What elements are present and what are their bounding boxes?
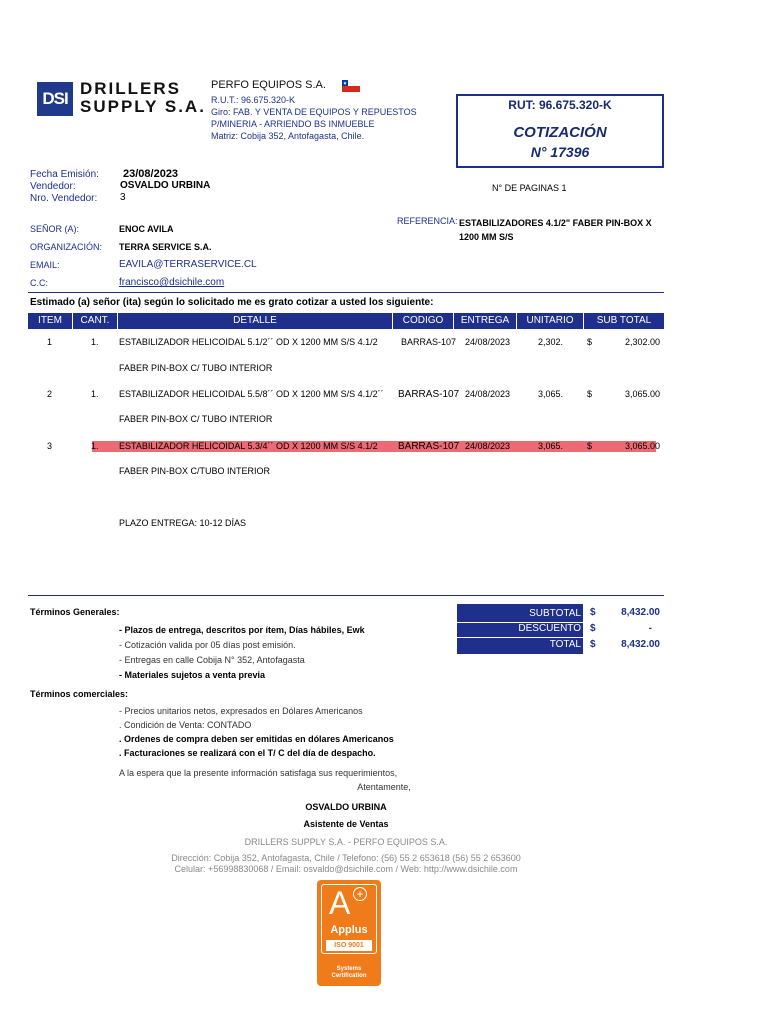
row-item: 3	[47, 441, 53, 451]
total-label: TOTAL	[549, 639, 581, 650]
total-value: 8,432.00	[621, 639, 660, 650]
row-unitario: 3,065.	[538, 389, 564, 399]
caption-line-2: Certification	[331, 973, 367, 979]
commercial-term: . Condición de Venta: CONTADO	[119, 720, 252, 730]
row-currency: $	[587, 389, 593, 399]
general-term: - Entregas en calle Cobija N° 352, Antofagasta	[119, 655, 305, 665]
company-matriz: Matriz: Cobija 352, Antofagasta, Chile.	[211, 131, 365, 141]
row-item: 1	[47, 337, 53, 347]
row-cant: 1.	[91, 389, 99, 399]
row-codigo: BARRAS-107	[401, 337, 457, 347]
total-currency: $	[590, 639, 596, 650]
client-labels	[30, 220, 102, 292]
applus-caption	[317, 966, 381, 980]
company-giro-2: P/MINERIA - ARRIENDO BS INMUEBLE	[211, 119, 375, 129]
subtotal-currency: $	[590, 607, 596, 618]
caption-line-1: Systems	[336, 966, 362, 972]
intro-text: Estimado (a) señor (ita) según lo solicitado me es grato cotizar a usted los siguiente:	[30, 297, 434, 308]
subtotal-value: 8,432.00	[621, 607, 660, 618]
row-detalle-2: FABER PIN-BOX C/TUBO INTERIOR	[119, 466, 271, 476]
email-label: EMAIL:	[30, 260, 60, 270]
quote-title: COTIZACIÓN	[513, 124, 607, 141]
ref-label: REFERENCIA:	[397, 216, 458, 226]
header-entrega: ENTREGA	[460, 315, 510, 326]
general-term: - Plazos de entrega, descritos por ítem, Días hábiles, Ewk	[119, 625, 365, 635]
logo-line-1: DRILLERS	[80, 79, 181, 98]
fecha-label: Fecha Emisión:	[30, 169, 99, 180]
general-term: - Cotización valida por 05 días post emisión.	[119, 640, 296, 650]
ref-value-2: 1200 MM S/S	[459, 232, 514, 242]
company-logo-mark	[37, 82, 73, 116]
row-currency: $	[587, 441, 593, 451]
header-cant: CANT.	[80, 315, 110, 326]
ref-value	[459, 216, 652, 244]
row-unitario: 3,065.	[538, 441, 564, 451]
applus-brand: Applus	[330, 924, 368, 936]
row-detalle-2: FABER PIN-BOX C/ TUBO INTERIOR	[119, 414, 273, 424]
org-label: ORGANIZACIÓN:	[30, 242, 103, 252]
ref-value-1: ESTABILIZADORES 4.1/2" FABER PIN-BOX X	[459, 218, 652, 228]
quote-box	[456, 94, 664, 168]
company-giro-1: Giro: FAB. Y VENTA DE EQUIPOS Y REPUESTOS	[211, 107, 417, 117]
email-value[interactable]: EAVILA@TERRASERVICE.CL	[119, 259, 257, 270]
row-detalle: ESTABILIZADOR HELICOIDAL 5.1/2´´ OD X 1200 MM S/S 4.1/2	[119, 337, 378, 347]
company-name: PERFO EQUIPOS S.A.	[211, 79, 326, 91]
row-entrega: 24/08/2023	[465, 337, 511, 347]
cc-value[interactable]: francisco@dsichile.com	[119, 277, 225, 288]
applus-mark: A	[329, 885, 351, 921]
row-cant: 1.	[91, 441, 99, 451]
divider-bottom	[28, 595, 664, 596]
footer-contact: Celular: +56998830068 / Email: osvaldo@dsichile.com / Web: http://www.dsichile.com	[174, 864, 518, 874]
row-subtotal: 3,065.00	[624, 389, 660, 399]
nro-vendedor-label: Nro. Vendedor:	[30, 193, 98, 204]
header-detalle: DETALLE	[233, 315, 277, 326]
footer-companies: DRILLERS SUPPLY S.A. - PERFO EQUIPOS S.A.	[244, 837, 448, 847]
vendedor-label: Vendedor:	[30, 181, 76, 192]
cc-label: C.C:	[30, 278, 48, 288]
commercial-term: . Ordenes de compra deben ser emitidas en dólares Americanos	[119, 734, 394, 744]
quote-rut: RUT: 96.675.320-K	[508, 98, 612, 112]
plus-circle-icon: +	[353, 887, 367, 901]
chile-flag-icon	[342, 80, 360, 92]
fecha-value: 23/08/2023	[123, 168, 179, 180]
row-subtotal: 3,065.00	[624, 441, 660, 451]
divider-top	[28, 292, 664, 293]
totals-divider	[457, 637, 583, 638]
logo-mark-text: DSI	[42, 89, 68, 108]
plazo-entrega: PLAZO ENTREGA: 10-12 DÍAS	[119, 518, 247, 528]
applus-certification-logo	[317, 880, 381, 986]
org-value: TERRA SERVICE S.A.	[119, 242, 212, 252]
row-entrega: 24/08/2023	[465, 441, 511, 451]
subtotal-label: SUBTOTAL	[529, 608, 581, 619]
nro-vendedor-value: 3	[120, 192, 126, 203]
commercial-terms-list	[119, 704, 394, 760]
descuento-currency: $	[590, 623, 596, 634]
meta-labels	[30, 169, 99, 205]
row-subtotal: 2,302.00	[624, 337, 660, 347]
general-terms-title: Términos Generales:	[30, 607, 120, 617]
descuento-label: DESCUENTO	[518, 623, 581, 634]
footer-address: Dirección: Cobija 352, Antofagasta, Chile / Telefono: (56) 55 2 653618 (56) 55 2 653600	[171, 853, 521, 863]
row-item: 2	[47, 389, 53, 399]
signer-role: Asistente de Ventas	[303, 819, 389, 829]
table-header	[28, 313, 664, 329]
header-item: ITEM	[38, 315, 62, 326]
signer-name: OSVALDO URBINA	[305, 802, 387, 812]
row-cant: 1.	[91, 337, 99, 347]
row-codigo: BARRAS-107	[398, 441, 460, 452]
company-details	[211, 94, 417, 142]
commercial-term: . Facturaciones se realizará con el T/ C del día de despacho.	[119, 748, 376, 758]
row-entrega: 24/08/2023	[465, 389, 511, 399]
row-detalle: ESTABILIZADOR HELICOIDAL 5.5/8´´ OD X 1200 MM S/S 4.1/2´´	[119, 389, 384, 399]
company-rut: R.U.T.: 96.675.320-K	[211, 95, 296, 105]
row-currency: $	[587, 337, 593, 347]
row-codigo: BARRAS-107	[398, 389, 460, 400]
meta-values	[120, 168, 210, 204]
row-detalle: ESTABILIZADOR HELICOIDAL 5.3/4´´ OD X 1200 MM S/S 4.1/2	[119, 441, 378, 451]
vendedor-value: OSVALDO URBINA	[120, 180, 211, 191]
header-subtotal: SUB TOTAL	[596, 315, 652, 326]
num-pages: N° DE PAGINAS 1	[492, 183, 567, 193]
row-unitario: 2,302.	[538, 337, 564, 347]
closing-line-1: A la espera que la presente información satisfaga sus requerimientos,	[119, 768, 398, 778]
quote-number: N° 17396	[530, 144, 590, 160]
descuento-value: -	[648, 623, 652, 634]
company-logo-text	[80, 80, 206, 116]
senor-label: SEÑOR (A):	[30, 224, 80, 234]
client-values	[119, 220, 257, 292]
general-term: - Materiales sujetos a venta previa	[119, 670, 266, 680]
senor-value: ENOC AVILA	[119, 224, 174, 234]
iso-label: ISO 9001	[326, 940, 372, 951]
header-unitario: UNITARIO	[526, 315, 574, 326]
logo-line-2: SUPPLY S.A.	[80, 97, 206, 116]
header-codigo: CODIGO	[402, 315, 444, 326]
closing-line-2: Atentamente,	[357, 782, 411, 792]
general-terms-list	[119, 623, 365, 683]
commercial-terms-title: Términos comerciales:	[30, 689, 129, 699]
commercial-term: - Precios unitarios netos, expresados en Dólares Americanos	[119, 706, 363, 716]
row-detalle-2: FABER PIN-BOX C/ TUBO INTERIOR	[119, 363, 273, 373]
